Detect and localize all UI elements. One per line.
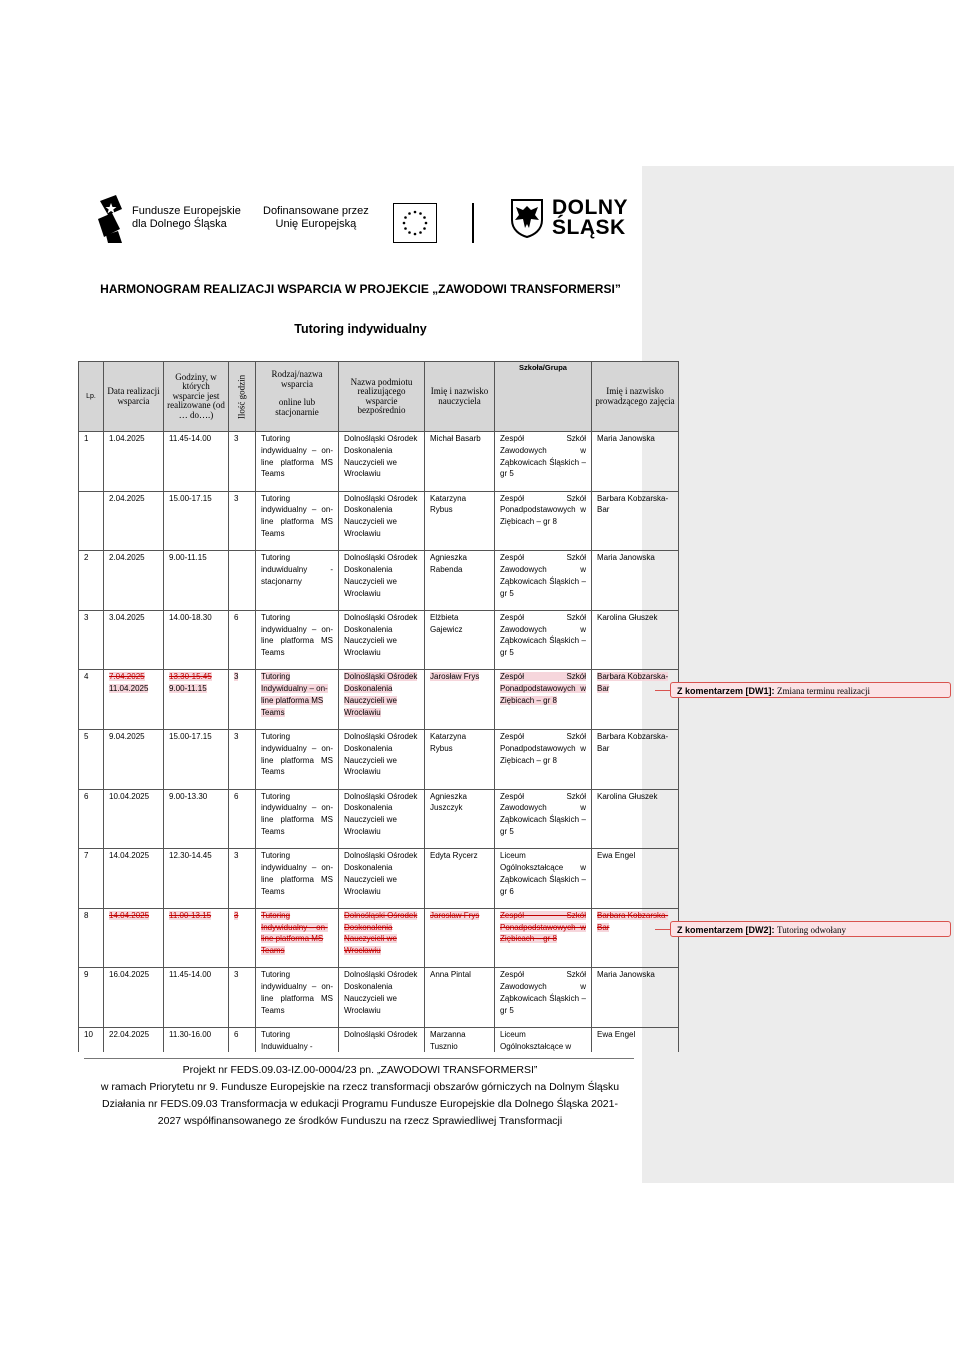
hours-old: 13.30-15.45 [169,672,212,682]
cell-entity: Dolnośląski Ośrodek Doskonalenia Nauczycieli we Wrocławiu [339,789,425,849]
fe-line2: dla Dolnego Śląska [132,218,227,230]
school-value: Zespół Szkół Ponadpodstawowych w Ziębicach – gr 8 [500,672,586,705]
cell-tutor: Barbara Kobzarska-Bar [592,729,679,789]
date-old: 7.04.2025 [109,672,145,682]
cell-tutor: Karolina Głuszek [592,789,679,849]
header-school: Szkoła/Grupa [495,362,592,432]
cell-count [229,908,256,968]
cell-teacher: Marzanna Tusznio [425,1027,495,1052]
cell-count: 6 [229,1027,256,1052]
type-value: Tutoring Indywidualny – on-line platforma MS Teams [261,672,328,717]
cell-hours: 11.45-14.00 [164,968,229,1028]
logo-divider [472,203,474,243]
table-row [79,789,679,849]
cell-date: 1.04.2025 [104,432,164,492]
cell-entity: Dolnośląski Ośrodek Doskonalenia Nauczycieli we Wrocławiu [339,432,425,492]
comment-balloon-dw2[interactable] [670,921,951,937]
cell-school: Zespół Szkół Zawodowych w Ząbkowicach Śląskich – gr 5 [495,968,592,1028]
date-value: 14.04.2025 [109,910,150,920]
cell-date: 9.04.2025 [104,729,164,789]
table-row [79,610,679,670]
fe-line1: Fundusze Europejskie [132,205,241,217]
teacher-value: Jarosław Frys [430,910,480,920]
table-row-revised [79,670,679,730]
cell-lp: 4 [79,670,104,730]
cell-date: 22.04.2025 [104,1027,164,1052]
comment-text: Zmiana terminu realizacji [777,686,870,696]
count-value: 3 [234,910,239,920]
entity-value: Dolnośląski Ośrodek Doskonalenia Nauczycieli we Wrocławiu [344,672,418,717]
cell-teacher: Katarzyna Rybus [425,491,495,551]
cell-teacher: Agnieszka Rabenda [425,551,495,611]
cell-hours: 9.00-13.30 [164,789,229,849]
cell-tutor [592,908,679,968]
logo-strip [88,183,640,259]
cell-lp: 2 [79,551,104,611]
cell-lp [79,491,104,551]
header-type-label: Rodzaj/nazwa wsparcia [271,369,323,389]
document-subtitle: Tutoring indywidualny [294,322,427,336]
table-row [79,849,679,909]
cell-teacher: Michał Basarb [425,432,495,492]
cell-entity: Dolnośląski Ośrodek Doskonalenia Nauczycieli we Wrocławiu [339,729,425,789]
cell-lp: 3 [79,610,104,670]
footer-divider [84,1058,634,1059]
footer-line4: 2027 współfinansowanego ze środków Funduszu na rzecz Sprawiedliwej Transformacji [157,1115,563,1127]
cell-school [495,670,592,730]
tutor-value: Barbara Kobzarska-Bar [597,672,669,694]
fe-stars-icon [98,193,124,243]
cell-entity: Dolnośląski Ośrodek [339,1027,425,1052]
cell-date: 2.04.2025 [104,551,164,611]
cell-lp: 1 [79,432,104,492]
cell-type: Tutoring induwidualny - stacjonarny [256,551,339,611]
cell-school: Zespół Szkół Zawodowych w Ząbkowicach Śląskich – gr 5 [495,432,592,492]
comment-label: Z komentarzem [DW1]: [677,686,775,696]
cell-teacher: Anna Pintal [425,968,495,1028]
eu-text [263,205,369,231]
cell-tutor [592,670,679,730]
table-row [79,968,679,1028]
cell-school: Zespół Szkół Zawodowych w Ząbkowicach Śląskich – gr 5 [495,789,592,849]
cell-date: 16.04.2025 [104,968,164,1028]
header-date: Data realizacji wsparcia [104,362,164,432]
count-value: 3 [234,672,239,682]
cell-entity [339,670,425,730]
header-hours: Godziny, w których wsparcie jest realizowane (od … do….) [164,362,229,432]
table-header-row [79,362,679,432]
cell-type: Tutoring indywidualny – on-line platforma MS Teams [256,968,339,1028]
cell-tutor: Karolina Głuszek [592,610,679,670]
cell-teacher [425,908,495,968]
school-value: Zespół Szkół Ponadpodstawowych w Ziębicach – gr 8 [500,910,586,944]
footer-line2: w ramach Priorytetu nr 9. Fundusze Europejskie na rzecz transformacji obszarów górniczych na Dolnym Śląsku [100,1081,620,1093]
cell-tutor: Ewa Engel [592,849,679,909]
cell-entity: Dolnośląski Ośrodek Doskonalenia Nauczycieli we Wrocławiu [339,491,425,551]
cell-type: Tutoring indywidualny – on-line platforma MS Teams [256,432,339,492]
table-row [79,491,679,551]
eagle-crest-icon [510,198,544,238]
fe-logo [98,193,241,243]
cell-entity: Dolnośląski Ośrodek Doskonalenia Nauczycieli we Wrocławiu [339,968,425,1028]
ds-line1: DOLNY [552,196,628,219]
dolny-slask-logo [510,198,628,238]
cell-teacher: Agnieszka Juszczyk [425,789,495,849]
entity-value: Dolnośląski Ośrodek Doskonalenia Nauczycieli we Wrocławiu [344,910,418,956]
cell-type [256,908,339,968]
cell-type: Tutoring Induwidualny - [256,1027,339,1052]
header-tutor: Imię i nazwisko prowadzącego zajęcia [592,362,679,432]
header-count-label: Ilość godzin [236,374,247,419]
cell-tutor: Maria Janowska [592,968,679,1028]
schedule-table-wrap [78,361,679,1052]
comment-connector [655,929,670,930]
teacher-value: Jarosław Frys [430,672,480,682]
header-entity: Nazwa podmiotu realizującego wsparcie bezpośrednio [339,362,425,432]
cell-count: 3 [229,491,256,551]
cell-school [495,908,592,968]
hours-new: 9.00-11.15 [169,684,207,694]
cell-count [229,670,256,730]
cell-hours: 11.45-14.00 [164,432,229,492]
cell-count: 3 [229,729,256,789]
cell-entity: Dolnośląski Ośrodek Doskonalenia Nauczycieli we Wrocławiu [339,849,425,909]
footer-line1: Projekt nr FEDS.09.03-IZ.00-0004/23 pn. „ZAWODOWI TRANSFORMERSI” [182,1064,538,1076]
cell-school: Zespół Szkół Ponadpodstawowych w Ziębicach – gr 8 [495,491,592,551]
cell-entity: Dolnośląski Ośrodek Doskonalenia Nauczycieli we Wrocławiu [339,551,425,611]
comment-balloon-dw1[interactable] [670,682,951,698]
table-row [79,729,679,789]
cell-type: Tutoring indywidualny – on-line platforma MS Teams [256,789,339,849]
comment-label: Z komentarzem [DW2]: [677,925,775,935]
cell-type: Tutoring indywidualny – on-line platforma MS Teams [256,729,339,789]
cell-tutor: Maria Janowska [592,551,679,611]
cell-count: 6 [229,789,256,849]
header-lp: Lp. [79,362,104,432]
cell-lp: 10 [79,1027,104,1052]
cell-hours: 11.30-16.00 [164,1027,229,1052]
cell-teacher: Elżbieta Gajewicz [425,610,495,670]
comment-connector [655,690,670,691]
cell-date: 10.04.2025 [104,789,164,849]
footer-line3: Działania nr FEDS.09.03 Transformacja w edukacji Programu Fundusze Europejskie dla Dolnego Śląska 2021- [102,1098,618,1110]
cell-type: Tutoring indywidualny – on-line platforma MS Teams [256,491,339,551]
cell-school: Zespół Szkół Ponadpodstawowych w Ziębicach – gr 8 [495,729,592,789]
cell-type: Tutoring indywidualny – on-line platforma MS Teams [256,849,339,909]
header-type-mode: online lub stacjonarnie [275,397,319,417]
cell-date [104,908,164,968]
footer [78,1062,642,1130]
schedule-table [78,361,679,1052]
cell-tutor: Ewa Engel [592,1027,679,1052]
table-row [79,1027,679,1052]
cell-count [229,551,256,611]
date-new: 11.04.2025 [109,684,149,694]
eu-line1: Dofinansowane przez [263,205,369,217]
cell-lp: 9 [79,968,104,1028]
cell-hours [164,670,229,730]
cell-date [104,670,164,730]
cell-date: 3.04.2025 [104,610,164,670]
cell-school: Liceum Ogólnokształcące w [495,1027,592,1052]
eu-flag-icon [393,203,437,243]
type-value: Tutoring Indywidualny – on-line platforma MS Teams [261,910,328,956]
cell-hours: 15.00-17.15 [164,729,229,789]
tutor-value: Barbara Kobzarska-Bar [597,910,669,932]
cell-date: 14.04.2025 [104,849,164,909]
cell-count: 6 [229,610,256,670]
table-row [79,432,679,492]
table-row [79,551,679,611]
cell-count: 3 [229,968,256,1028]
cell-school: Zespół Szkół Zawodowych w Ząbkowicach Śląskich – gr 5 [495,610,592,670]
cell-date: 2.04.2025 [104,491,164,551]
cell-school: Liceum Ogólnokształcące w Ząbkowicach Śląskich – gr 6 [495,849,592,909]
cell-school: Zespół Szkół Zawodowych w Ząbkowicach Śląskich – gr 5 [495,551,592,611]
cell-lp: 8 [79,908,104,968]
cell-entity [339,908,425,968]
cell-lp: 7 [79,849,104,909]
cell-lp: 6 [79,789,104,849]
header-count [229,362,256,432]
cell-tutor: Maria Janowska [592,432,679,492]
hours-value: 11.00-13.15 [169,910,212,920]
ds-line2: ŚLĄSK [552,216,626,239]
cell-teacher: Edyta Rycerz [425,849,495,909]
cell-hours: 15.00-17.15 [164,491,229,551]
cell-hours [164,908,229,968]
cell-entity: Dolnośląski Ośrodek Doskonalenia Nauczycieli we Wrocławiu [339,610,425,670]
cell-type [256,670,339,730]
header-type [256,362,339,432]
cell-hours: 14.00-18.30 [164,610,229,670]
cell-count: 3 [229,432,256,492]
comment-pane [642,166,954,1183]
cell-teacher: Katarzyna Rybus [425,729,495,789]
cell-count: 3 [229,849,256,909]
cell-hours: 9.00-11.15 [164,551,229,611]
document-title: HARMONOGRAM REALIZACJI WSPARCIA W PROJEKCIE „ZAWODOWI TRANSFORMERSI” [100,282,621,296]
comment-text: Tutoring odwołany [777,925,846,935]
table-row-cancelled [79,908,679,968]
cell-lp: 5 [79,729,104,789]
header-teacher: Imię i nazwisko nauczyciela [425,362,495,432]
eu-line2: Unię Europejską [275,218,357,230]
cell-type: Tutoring indywidualny – on-line platforma MS Teams [256,610,339,670]
cell-teacher [425,670,495,730]
cell-tutor: Barbara Kobzarska-Bar [592,491,679,551]
cell-hours: 12.30-14.45 [164,849,229,909]
